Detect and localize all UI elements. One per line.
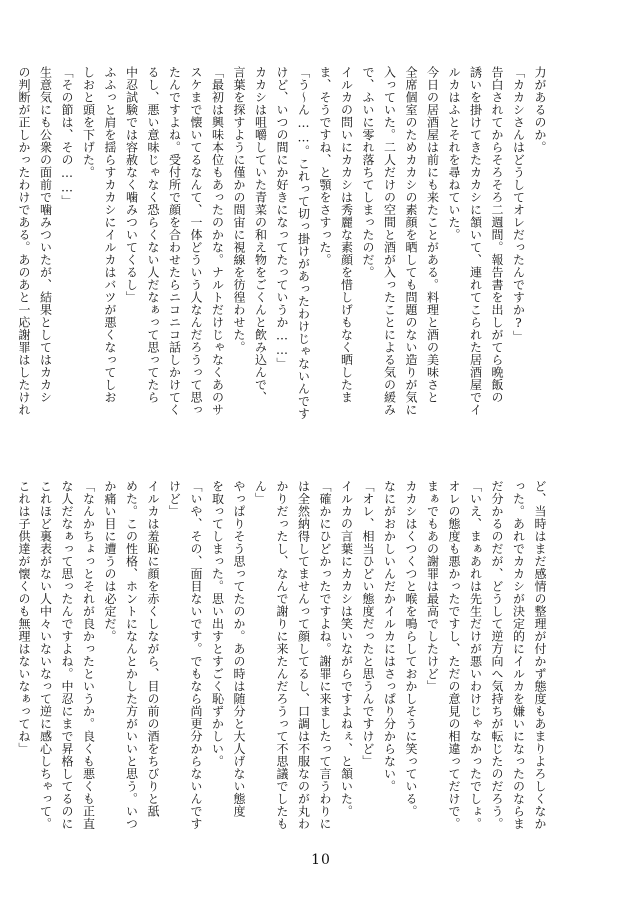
- text-line: なにがおかしいんだかイルカにはさっぱり分からない。: [382, 480, 397, 793]
- text-line: やっぱりそう思ってたのか。あの時は随分と大人げない態度: [232, 480, 246, 818]
- text-line: 全席個室のためカカシの素顔を晒しても問題のない造りが気に: [404, 66, 418, 416]
- text-line: 「カカシさんはどうしてオレだったんですか?」: [511, 66, 526, 343]
- text-line: 「最初は興味本位もあったのかな。ナルトだけじゃなくあのサ: [210, 66, 225, 416]
- text-line: スケまで懐いてるなんて、一体どういう人なんだろうって思っ: [189, 66, 203, 416]
- text-line: けど、いつの間にか好きになってたっていうか……」: [275, 66, 289, 370]
- text-line: しおと頭を下げた。: [81, 66, 96, 179]
- text-line: イルカは羞恥に顔を赤くしながら、目の前の酒をちびりと舐: [146, 480, 160, 818]
- text-line: これほど裏表がない人中々いないなって逆に感心しちゃって。: [38, 480, 53, 830]
- text-line: で、ふいに零れ落ちてしまったのだ。: [361, 66, 375, 279]
- text-line: 中忍試験では容赦なく噛みついてくるし」: [124, 66, 139, 304]
- text-line: を取ってしまった。思い出すとすごく恥ずかしい。: [210, 480, 225, 768]
- text-line: 生意気にも公衆の面前で噛みついたが、結果としてはカカシ: [38, 66, 53, 404]
- text-line: 言葉を探すように僅かの間宙に視線を彷徨わせた。: [232, 66, 246, 354]
- text-line: 「確かにひどかったですよね。謝罪に来ましたって言うわりに: [318, 480, 332, 830]
- text-line: 「う〜ん……。これって切っ掛けがあったわけじゃないんです: [296, 66, 311, 420]
- text-line: カカシは咀嚼していた青菜の和え物をごくんと飲み込んで、: [253, 66, 268, 404]
- text-line: ど、当時はまだ感情の整理が付かず態度もあまりよろしくなか: [533, 480, 547, 830]
- page-number: 10: [311, 852, 331, 868]
- text-line: か痛い目に遭うのは必定だ。: [103, 480, 117, 643]
- text-line: 「いや、その、面目ないです。でもなら尚更分からないんです: [189, 480, 203, 830]
- text-line: たんですよね。受付所で顔を合わせたらニコニコ話しかけてく: [167, 66, 182, 416]
- text-line: 入っていた。二人だけの空間と酒が入ったことによる気の緩み: [382, 66, 397, 416]
- text-line: 告白されてからそろそろ二週間。報告書を出しがてら晩飯の: [490, 66, 504, 404]
- text-line: 今日の居酒屋は前にも来たことがある。料理と酒の美味さと: [425, 66, 440, 404]
- text-line: かりだったし、なんで謝りに来たんだろうって不思議でしたも: [275, 480, 289, 830]
- text-line: ルカはふとそれを尋ねていた。: [447, 66, 461, 241]
- text-line: るし、悪い意味じゃなく恐らくない人だなぁって思ってたら: [146, 66, 160, 404]
- text-line: カカシはくつくつと喉を鳴らしておかしそうに笑っている。: [404, 480, 418, 818]
- text-line: 「その節は、その……」: [60, 66, 74, 208]
- text-line: まぁでもあの謝罪は最高でしたけど」: [425, 480, 440, 693]
- text-line: だ分かるのだが、どうして逆方向へ気持ちが転じたのだろう。: [490, 480, 504, 830]
- lower-text-block: [17, 480, 550, 842]
- text-line: イルカの言葉にカカシは笑いながらですよねぇ、と頷いた。: [339, 480, 354, 818]
- text-line: 「いえ、まぁあれは先生だけが悪いわけじゃなかったでしょ。: [468, 480, 483, 830]
- text-line: ん」: [253, 480, 268, 505]
- text-line: これは子供達が懐くのも無理はないなぁってね」: [17, 480, 31, 755]
- text-line: な人だなぁって思ったんですよね。中忍にまで昇格してるのに: [60, 480, 74, 830]
- text-line: の判断が正しかったわけである。あのあと一応謝罪はしたけれ: [17, 66, 31, 416]
- text-line: ま、そうですね、と顎をさすった。: [318, 66, 332, 266]
- text-line: 「なんかちょっとそれが良かったというか。良くも悪くも正直: [81, 480, 96, 830]
- text-line: オレの態度も悪かったですし、ただの意見の相違ってだけで。: [447, 480, 461, 830]
- text-line: は全然納得してませんって顔してるし、口調は不服なのが丸わ: [296, 480, 311, 830]
- text-line: ふふっと肩を揺らすカカシにイルカはバツが悪くなってしお: [103, 66, 117, 404]
- text-line: った。あれでカカシが決定的にイルカを嫌いになったのならま: [511, 480, 526, 830]
- text-line: めた。この性格、ホントになんとかした方がいいと思う。いつ: [124, 480, 139, 830]
- text-line: イルカの問いにカカシは秀麗な素顔を惜しげもなく晒したま: [339, 66, 354, 404]
- text-line: 誘いを掛けてきたカカシに頷いて、連れてこられた居酒屋でイ: [468, 66, 483, 416]
- text-line: 「オレ、相当ひどい態度だったと思うんですけど」: [361, 480, 375, 768]
- upper-text-block: [17, 66, 550, 428]
- text-line: けど」: [167, 480, 182, 518]
- text-line: 力があるのか。: [533, 66, 547, 154]
